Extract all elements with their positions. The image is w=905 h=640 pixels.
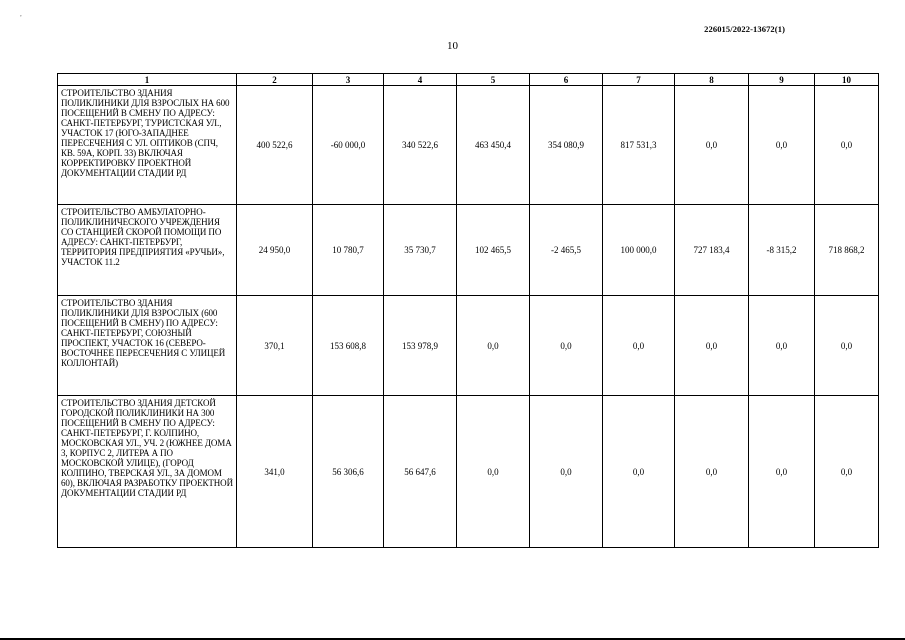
- table-cell: 0,0: [749, 296, 815, 396]
- document-number: 226015/2022-13672(1): [704, 24, 785, 34]
- table-cell: 0,0: [749, 86, 815, 205]
- table-cell: 0,0: [457, 396, 530, 548]
- table-cell: 370,1: [237, 296, 313, 396]
- row-description: СТРОИТЕЛЬСТВО ЗДАНИЯ ПОЛИКЛИНИКИ ДЛЯ ВЗРОСЛЫХ НА 600 ПОСЕЩЕНИЙ В СМЕНУ ПО АДРЕСУ: САНКТ-ПЕТЕРБУРГ, ТУРИСТСКАЯ УЛ., УЧАСТОК 17 (ЮГО-ЗАПАДНЕЕ ПЕРЕСЕЧЕНИЯ С УЛ. ОПТИКОВ (СПЧ, КВ. 59А, КОРП. 33) ВКЛЮЧАЯ КОРРЕКТИРОВКУ ПРОЕКТНОЙ ДОКУМЕНТАЦИИ СТАДИИ РД: [58, 86, 237, 205]
- table-cell: 0,0: [603, 396, 675, 548]
- page-number: 10: [447, 40, 458, 52]
- table-cell: 463 450,4: [457, 86, 530, 205]
- table-cell: 35 730,7: [384, 205, 457, 296]
- budget-table: [57, 73, 879, 548]
- column-header: 8: [675, 74, 749, 86]
- table-cell: 100 000,0: [603, 205, 675, 296]
- table-cell: 400 522,6: [237, 86, 313, 205]
- table-row: [58, 86, 879, 205]
- table-cell: 0,0: [815, 86, 879, 205]
- table-cell: 153 608,8: [313, 296, 384, 396]
- table-cell: 341,0: [237, 396, 313, 548]
- column-header: 5: [457, 74, 530, 86]
- table-cell: 0,0: [815, 396, 879, 548]
- table-cell: -60 000,0: [313, 86, 384, 205]
- table-cell: 340 522,6: [384, 86, 457, 205]
- table-cell: 0,0: [815, 296, 879, 396]
- table-header-row: [58, 74, 879, 86]
- table-row: [58, 396, 879, 548]
- table-row: [58, 296, 879, 396]
- table-cell: 0,0: [603, 296, 675, 396]
- column-header: 2: [237, 74, 313, 86]
- table-cell: 727 183,4: [675, 205, 749, 296]
- column-header: 10: [815, 74, 879, 86]
- scan-mark: ,: [20, 10, 22, 18]
- column-header: 6: [530, 74, 603, 86]
- table-cell: 0,0: [530, 396, 603, 548]
- table-cell: 0,0: [457, 296, 530, 396]
- row-description: СТРОИТЕЛЬСТВО ЗДАНИЯ ПОЛИКЛИНИКИ ДЛЯ ВЗРОСЛЫХ (600 ПОСЕЩЕНИЙ В СМЕНУ) ПО АДРЕСУ: САНКТ-ПЕТЕРБУРГ, СОЮЗНЫЙ ПРОСПЕКТ, УЧАСТОК 16 (СЕВЕРО-ВОСТОЧНЕЕ ПЕРЕСЕЧЕНИЯ С УЛИЦЕЙ КОЛЛОНТАЙ): [58, 296, 237, 396]
- column-header: 7: [603, 74, 675, 86]
- column-header: 3: [313, 74, 384, 86]
- table-cell: -2 465,5: [530, 205, 603, 296]
- table-cell: 102 465,5: [457, 205, 530, 296]
- column-header: 4: [384, 74, 457, 86]
- table-cell: 817 531,3: [603, 86, 675, 205]
- table-cell: 0,0: [530, 296, 603, 396]
- table-cell: 153 978,9: [384, 296, 457, 396]
- table-cell: 0,0: [749, 396, 815, 548]
- table-cell: 10 780,7: [313, 205, 384, 296]
- row-description: СТРОИТЕЛЬСТВО АМБУЛАТОРНО-ПОЛИКЛИНИЧЕСКОГО УЧРЕЖДЕНИЯ СО СТАНЦИЕЙ СКОРОЙ ПОМОЩИ ПО АДРЕСУ: САНКТ-ПЕТЕРБУРГ, ТЕРРИТОРИЯ ПРЕДПРИЯТИЯ «РУЧЬИ», УЧАСТОК 11.2: [58, 205, 237, 296]
- table-row: [58, 205, 879, 296]
- table-cell: 56 647,6: [384, 396, 457, 548]
- column-header: 9: [749, 74, 815, 86]
- row-description: СТРОИТЕЛЬСТВО ЗДАНИЯ ДЕТСКОЙ ГОРОДСКОЙ ПОЛИКЛИНИКИ НА 300 ПОСЕЩЕНИЙ В СМЕНУ ПО АДРЕСУ: САНКТ-ПЕТЕРБУРГ, Г. КОЛПИНО, МОСКОВСКАЯ УЛ., УЧ. 2 (ЮЖНЕЕ ДОМА 3, КОРПУС 2, ЛИТЕРА А ПО МОСКОВСКОЙ УЛИЦЕ), (ГОРОД КОЛПИНО, ТВЕРСКАЯ УЛ., ЗА ДОМОМ 60), ВКЛЮЧАЯ РАЗРАБОТКУ ПРОЕКТНОЙ ДОКУМЕНТАЦИИ СТАДИИ РД: [58, 396, 237, 548]
- table-cell: 718 868,2: [815, 205, 879, 296]
- column-header: 1: [58, 74, 237, 86]
- table-cell: 0,0: [675, 296, 749, 396]
- table-cell: -8 315,2: [749, 205, 815, 296]
- table-cell: 354 080,9: [530, 86, 603, 205]
- table-cell: 0,0: [675, 396, 749, 548]
- table-cell: 0,0: [675, 86, 749, 205]
- table-cell: 56 306,6: [313, 396, 384, 548]
- table-cell: 24 950,0: [237, 205, 313, 296]
